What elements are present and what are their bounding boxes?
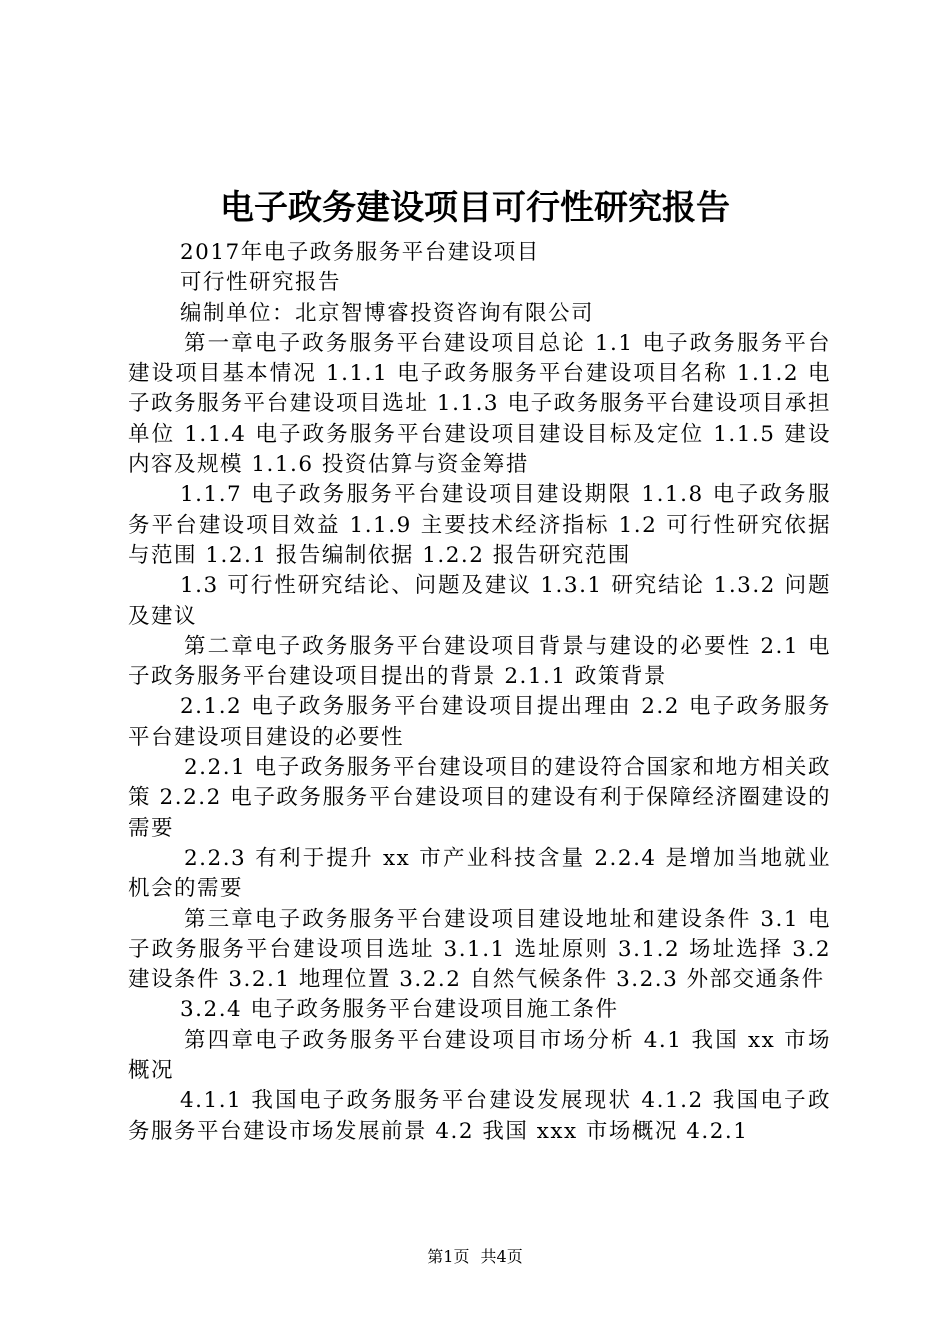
paragraph-section-3-2-4: 3.2.4 电子政务服务平台建设项目施工条件: [180, 997, 619, 1023]
paragraph-section-4-1-1: 4.1.1 我国电子政务服务平台建设发展现状 4.1.2 我国电子政务服务平台建设市场发展前景 4.2 我国 xxx 市场概况 4.2.1: [128, 1088, 831, 1144]
paragraph-compiler: 编制单位：北京智博睿投资咨询有限公司: [180, 300, 595, 326]
paragraph-chapter-3: 第三章电子政务服务平台建设项目建设地址和建设条件 3.1 电子政务服务平台建设项目选址 3.1.1 选址原则 3.1.2 场址选择 3.2 建设条件 3.2.1 地理位置 3.2.2 自然气候条件 3.2.3 外部交通条件: [128, 906, 831, 993]
page-footer: [0, 1244, 950, 1267]
paragraph-chapter-1: 第一章电子政务服务平台建设项目总论 1.1 电子政务服务平台建设项目基本情况 1.1.1 电子政务服务平台建设项目名称 1.1.2 电子政务服务平台建设项目选址 1.1.3 电子政务服务平台建设项目承担单位 1.1.4 电子政务服务平台建设项目建设目标及定位 1.1.5 建设内容及规模 1.1.6 投资估算与资金筹措: [128, 330, 831, 478]
page-total: 共4页: [480, 1247, 523, 1266]
document-title: 电子政务建设项目可行性研究报告: [220, 188, 730, 228]
paragraph-section-2-2-3: 2.2.3 有利于提升 xx 市产业科技含量 2.2.4 是增加当地就业机会的需要: [128, 845, 831, 902]
document-body: [128, 238, 831, 1147]
paragraph-section-1-3: 1.3 可行性研究结论、问题及建议 1.3.1 研究结论 1.3.2 问题及建议: [128, 573, 831, 629]
paragraph-section-2-1-2: 2.1.2 电子政务服务平台建设项目提出理由 2.2 电子政务服务平台建设项目建设的必要性: [128, 694, 831, 750]
paragraph-project-name: 2017年电子政务服务平台建设项目: [180, 240, 540, 265]
paragraph-chapter-2: 第二章电子政务服务平台建设项目背景与建设的必要性 2.1 电子政务服务平台建设项目提出的背景 2.1.1 政策背景: [128, 633, 831, 690]
paragraph-section-2-2-1: 2.2.1 电子政务服务平台建设项目的建设符合国家和地方相关政策 2.2.2 电子政务服务平台建设项目的建设有利于保障经济圈建设的需要: [128, 755, 831, 841]
paragraph-report-type: 可行性研究报告: [180, 270, 342, 296]
paragraph-section-1-1-7: 1.1.7 电子政务服务平台建设项目建设期限 1.1.8 电子政务服务平台建设项目效益 1.1.9 主要技术经济指标 1.2 可行性研究依据与范围 1.2.1 报告编制依据 1.2.2 报告研究范围: [128, 482, 831, 568]
paragraph-chapter-4: 第四章电子政务服务平台建设项目市场分析 4.1 我国 xx 市场概况: [128, 1027, 831, 1084]
page-number: 第1页: [427, 1247, 470, 1266]
